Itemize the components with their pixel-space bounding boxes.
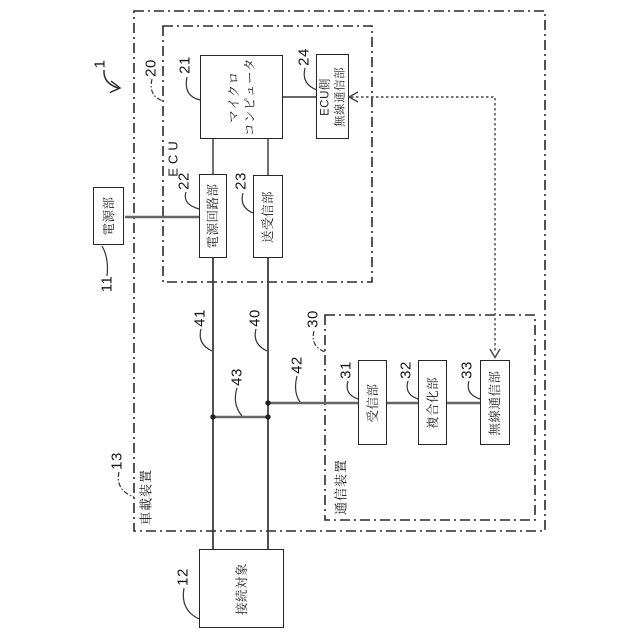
block-connection-target-label: 接続対象 (234, 562, 249, 615)
ref-label-40: 40 (246, 309, 264, 327)
leader-23 (242, 193, 253, 213)
ref-label-22: 22 (175, 172, 193, 190)
block-power-supply-label: 電源部 (101, 196, 116, 236)
ref-label-31: 31 (337, 361, 355, 379)
ref-label-11: 11 (98, 275, 116, 293)
ref-label-24: 24 (295, 48, 313, 66)
leader-13 (118, 472, 134, 497)
ref-label-32: 32 (397, 361, 415, 379)
ref-label-33: 33 (458, 361, 476, 379)
leader-31 (347, 381, 358, 399)
block-wireless-comm-label: 無線通信部 (487, 369, 502, 436)
leader-20 (151, 79, 163, 101)
ref-label-43: 43 (228, 368, 246, 386)
ref-label-13: 13 (108, 452, 126, 470)
leader-43 (235, 388, 242, 416)
block-ecu-side-wireless-label: ECU側 無線通信部 (318, 66, 346, 127)
leader-40 (255, 329, 267, 351)
ref-label-21: 21 (176, 56, 194, 74)
ecu-enclosure-label: ECU (165, 137, 181, 177)
block-receiver (358, 360, 387, 445)
block-transceiver-label: 送受信部 (260, 190, 275, 243)
junction-dot (210, 414, 215, 419)
ref-label-30: 30 (304, 310, 322, 328)
leader-12 (183, 588, 199, 619)
comm-device-label: 通信装置 (333, 458, 349, 516)
leader-32 (407, 381, 418, 399)
block-power-circuit-label: 電源回路部 (205, 183, 220, 249)
leader-22 (185, 192, 199, 209)
junction-dot (265, 414, 270, 419)
block-connection-target (199, 549, 284, 628)
block-decoder-label: 複合化部 (425, 376, 440, 429)
ref-label-42: 42 (288, 356, 306, 374)
leader-42 (296, 376, 300, 402)
leader-11 (102, 246, 107, 276)
block-power-supply (93, 187, 124, 245)
vertical-bus-lines (213, 258, 268, 549)
block-receiver-label: 受信部 (365, 382, 380, 423)
block-wireless-comm (480, 360, 510, 445)
leader-41 (200, 329, 212, 351)
enclosure-leader-lines (118, 79, 325, 497)
junction-dot (265, 400, 270, 405)
leader-lines (102, 68, 480, 619)
block-microcomputer (200, 55, 283, 139)
leader-33 (468, 381, 480, 399)
ref-label-23: 23 (232, 172, 250, 190)
block-decoder (418, 360, 447, 445)
ref-label-41: 41 (191, 309, 209, 327)
ref-label-1: 1 (91, 59, 109, 69)
block-ecu-side-wireless (316, 54, 349, 139)
block-power-circuit (199, 174, 227, 258)
ref-label-12: 12 (174, 568, 192, 586)
ref-label-20: 20 (142, 59, 160, 77)
onboard-device-label: 車載装置 (138, 468, 154, 526)
system-ref-arrow (104, 70, 120, 93)
leader-21 (186, 77, 200, 100)
block-microcomputer-label: マイクロ コンピュータ (226, 57, 257, 137)
leader-30 (313, 331, 325, 352)
block-transceiver (253, 175, 283, 258)
